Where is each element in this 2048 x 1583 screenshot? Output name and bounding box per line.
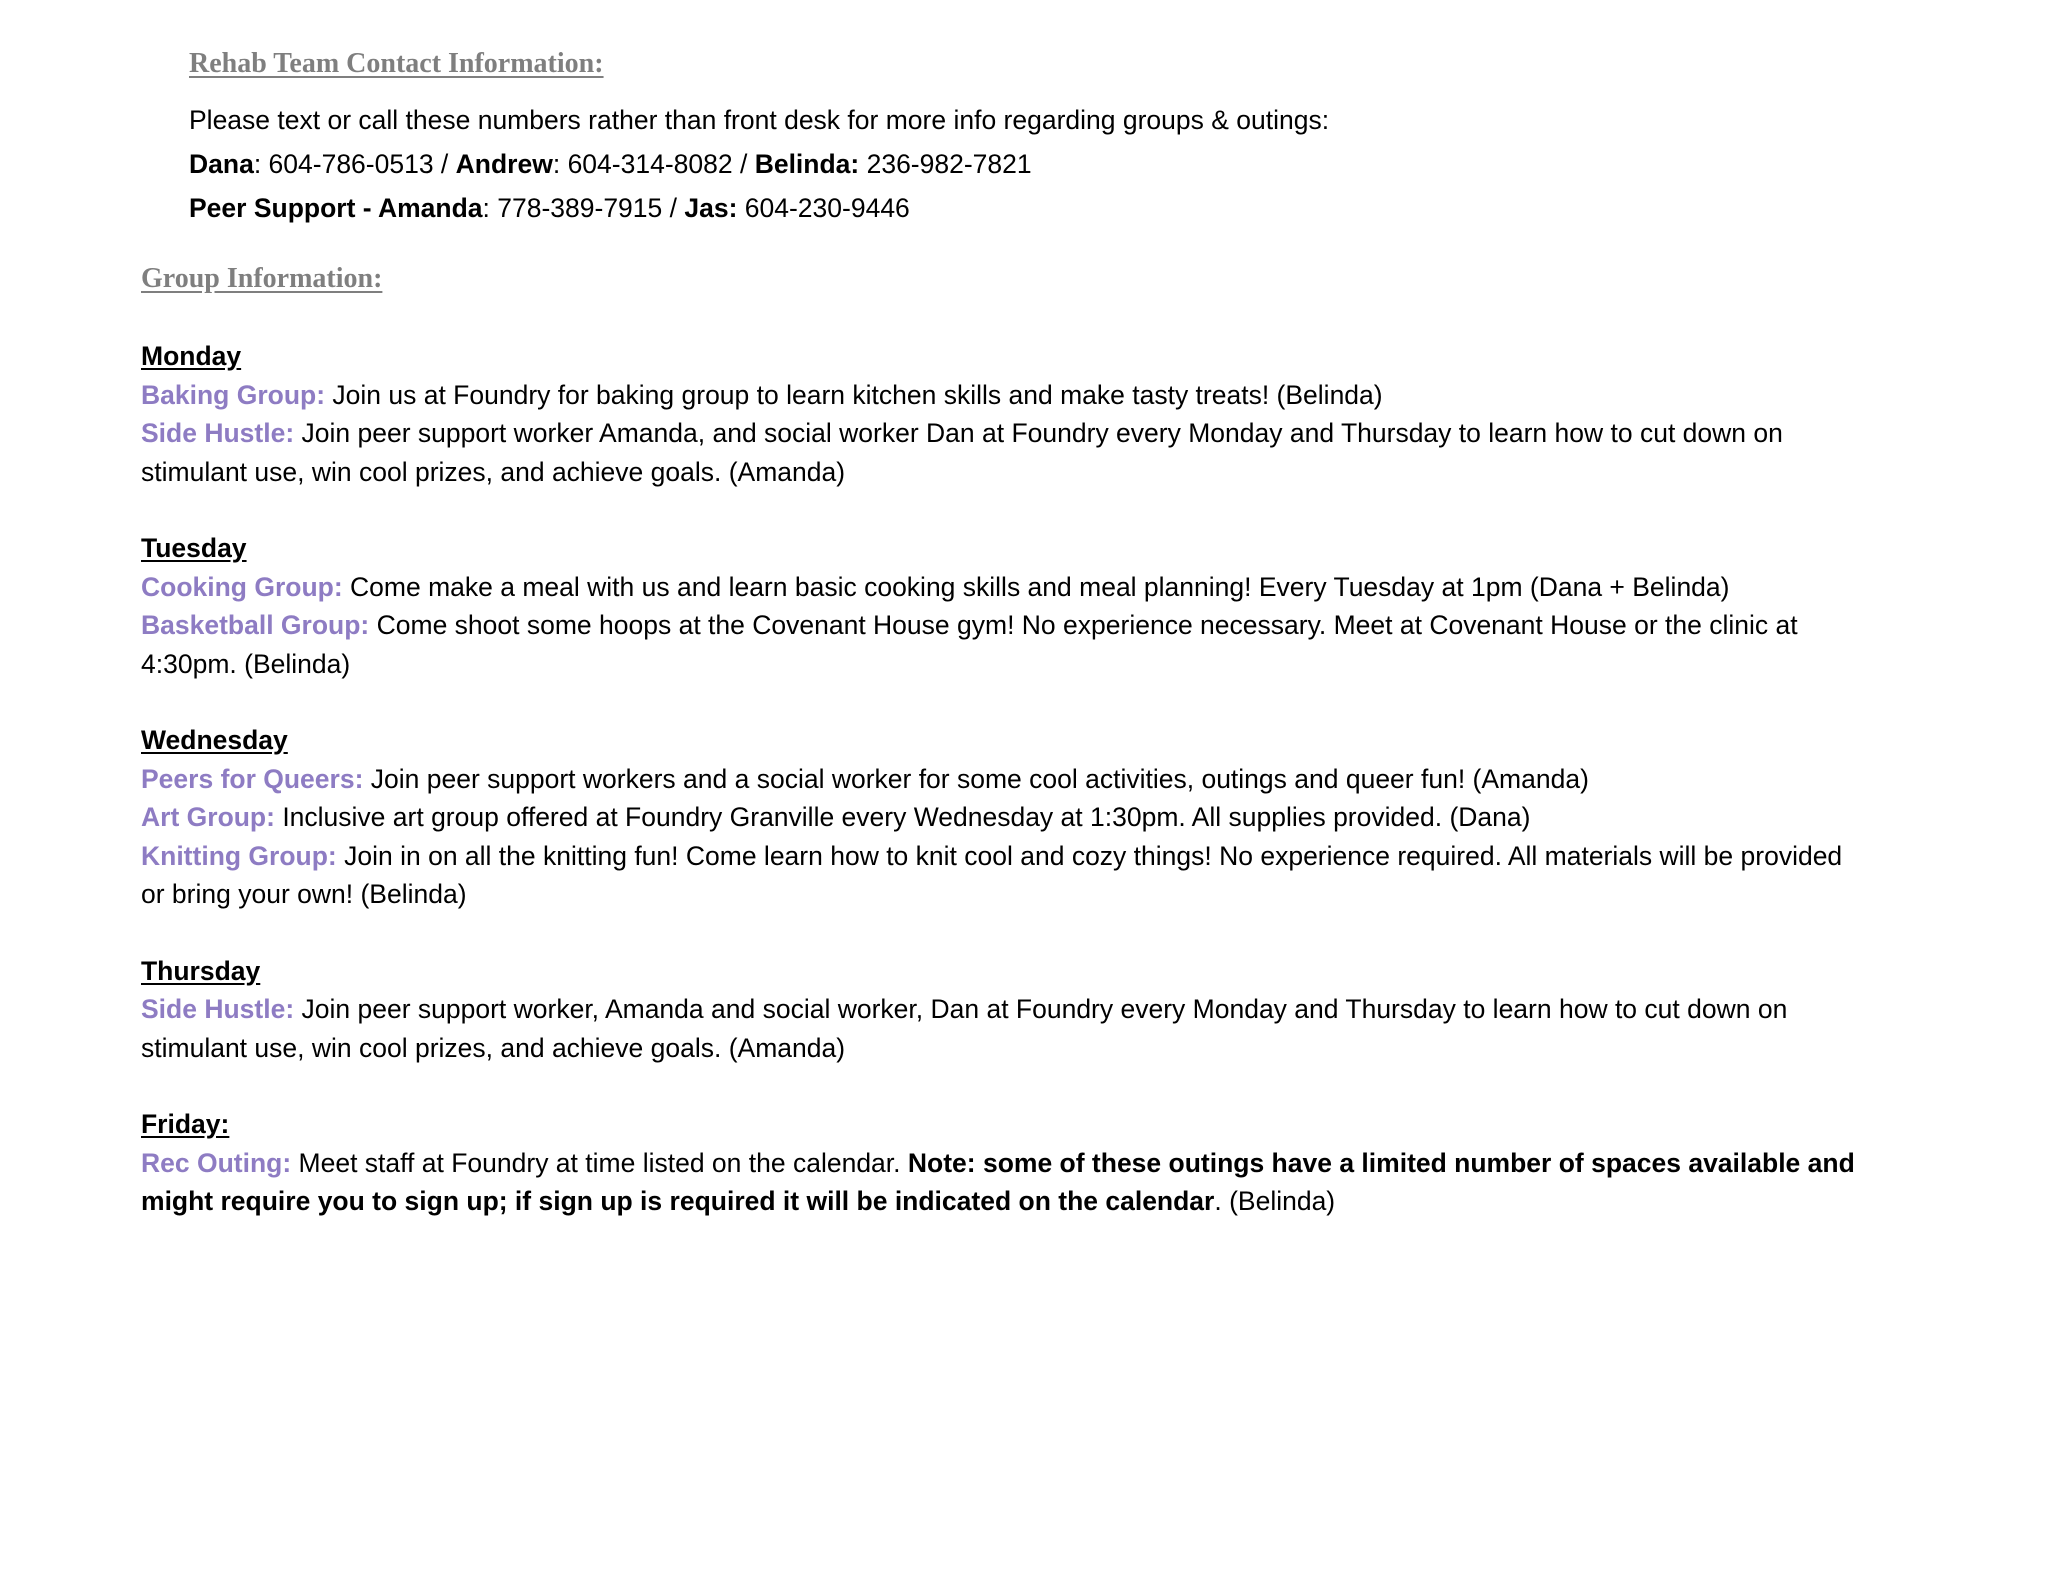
contact-phone-andrew: : 604-314-8082 / — [552, 149, 755, 179]
group-list — [141, 337, 1861, 1259]
group-desc-rec-outing: Meet staff at Foundry at time listed on the calendar. — [291, 1147, 908, 1178]
group-label-rec-outing: Rec Outing: — [141, 1147, 292, 1178]
group-item-rec-outing — [141, 1144, 1861, 1221]
group-desc-side-hustle-thursday: Join peer support worker, Amanda and social worker, Dan at Foundry every Monday and Thursday to learn how to cut down on stimulant use, win cool prizes, and achieve goals. (Amanda) — [141, 994, 1788, 1063]
contact-phone-dana: : 604-786-0513 / — [253, 149, 456, 179]
contact-phone-jas: 604-230-9446 — [737, 193, 910, 223]
contact-line-staff — [189, 142, 1329, 186]
group-item-art — [141, 798, 1861, 837]
contact-intro: Please text or call these numbers rather than front desk for more info regarding groups & outings: — [189, 105, 1330, 135]
group-label-art: Art Group: — [141, 802, 275, 832]
contact-name-amanda: Peer Support - Amanda — [189, 193, 483, 223]
group-desc-basketball: Come shoot some hoops at the Covenant House gym! No experience necessary. Meet at Covenant House or the clinic at 4:30pm. (Belinda) — [141, 610, 1798, 679]
contact-phone-amanda: : 778-389-7915 / — [482, 193, 685, 223]
day-section-wednesday — [141, 721, 1861, 914]
day-title-thursday: Thursday — [141, 955, 261, 986]
rec-outing-tail: . (Belinda) — [1214, 1186, 1336, 1216]
group-item-side-hustle-thursday — [141, 990, 1861, 1067]
group-label-knitting: Knitting Group: — [141, 840, 337, 871]
day-section-tuesday — [141, 529, 1861, 683]
day-title-wednesday: Wednesday — [141, 725, 288, 755]
contact-block — [189, 98, 1329, 230]
group-label-baking: Baking Group: — [141, 379, 326, 410]
contact-name-belinda: Belinda: — [754, 149, 860, 179]
group-desc-cooking: Come make a meal with us and learn basic cooking skills and meal planning! Every Tuesday at 1pm (Dana + Belinda) — [342, 571, 1730, 602]
group-label-side-hustle: Side Hustle: — [141, 418, 295, 448]
group-item-cooking — [141, 568, 1861, 607]
day-title-friday: Friday: — [141, 1109, 230, 1139]
day-section-monday — [141, 337, 1861, 491]
group-label-basketball: Basketball Group: — [141, 610, 370, 640]
contact-name-dana: Dana — [189, 149, 254, 179]
contact-name-andrew: Andrew — [455, 149, 553, 179]
day-section-thursday — [141, 952, 1861, 1068]
contact-info-heading: Rehab Team Contact Information: — [189, 48, 604, 79]
group-desc-baking: Join us at Foundry for baking group to learn kitchen skills and make tasty treats! (Belinda) — [325, 379, 1383, 410]
group-label-side-hustle-thursday: Side Hustle: — [141, 994, 295, 1024]
group-desc-peers-for-queers: Join peer support workers and a social worker for some cool activities, outings and queer fun! (Amanda) — [363, 763, 1589, 794]
group-item-side-hustle-monday — [141, 414, 1861, 491]
group-label-peers-for-queers: Peers for Queers: — [141, 763, 364, 794]
rec-outing-note: Note: some of these outings have a limited number of spaces available and might require you to sign up; if sign up is required it will be indicated on the calendar — [141, 1147, 1855, 1216]
group-item-basketball — [141, 606, 1861, 683]
contact-phone-belinda: 236-982-7821 — [859, 149, 1032, 179]
group-info-heading: Group Information: — [141, 263, 383, 294]
day-title-tuesday: Tuesday — [141, 533, 247, 563]
group-desc-knitting: Join in on all the knitting fun! Come learn how to knit cool and cozy things! No experience required. All materials will be provided or bring your own! (Belinda) — [141, 840, 1843, 909]
day-section-friday — [141, 1105, 1861, 1221]
contact-name-jas: Jas: — [684, 193, 738, 223]
contact-line-peer-support — [189, 186, 1329, 230]
group-desc-side-hustle: Join peer support worker Amanda, and social worker Dan at Foundry every Monday and Thursday to learn how to cut down on stimulant use, win cool prizes, and achieve goals. (Amanda) — [141, 418, 1783, 487]
day-title-monday: Monday — [141, 341, 242, 371]
group-item-baking — [141, 376, 1861, 415]
group-desc-art: Inclusive art group offered at Foundry Granville every Wednesday at 1:30pm. All supplies provided. (Dana) — [274, 802, 1531, 832]
group-label-cooking: Cooking Group: — [141, 571, 343, 602]
group-item-peers-for-queers — [141, 760, 1861, 799]
group-item-knitting — [141, 837, 1861, 914]
